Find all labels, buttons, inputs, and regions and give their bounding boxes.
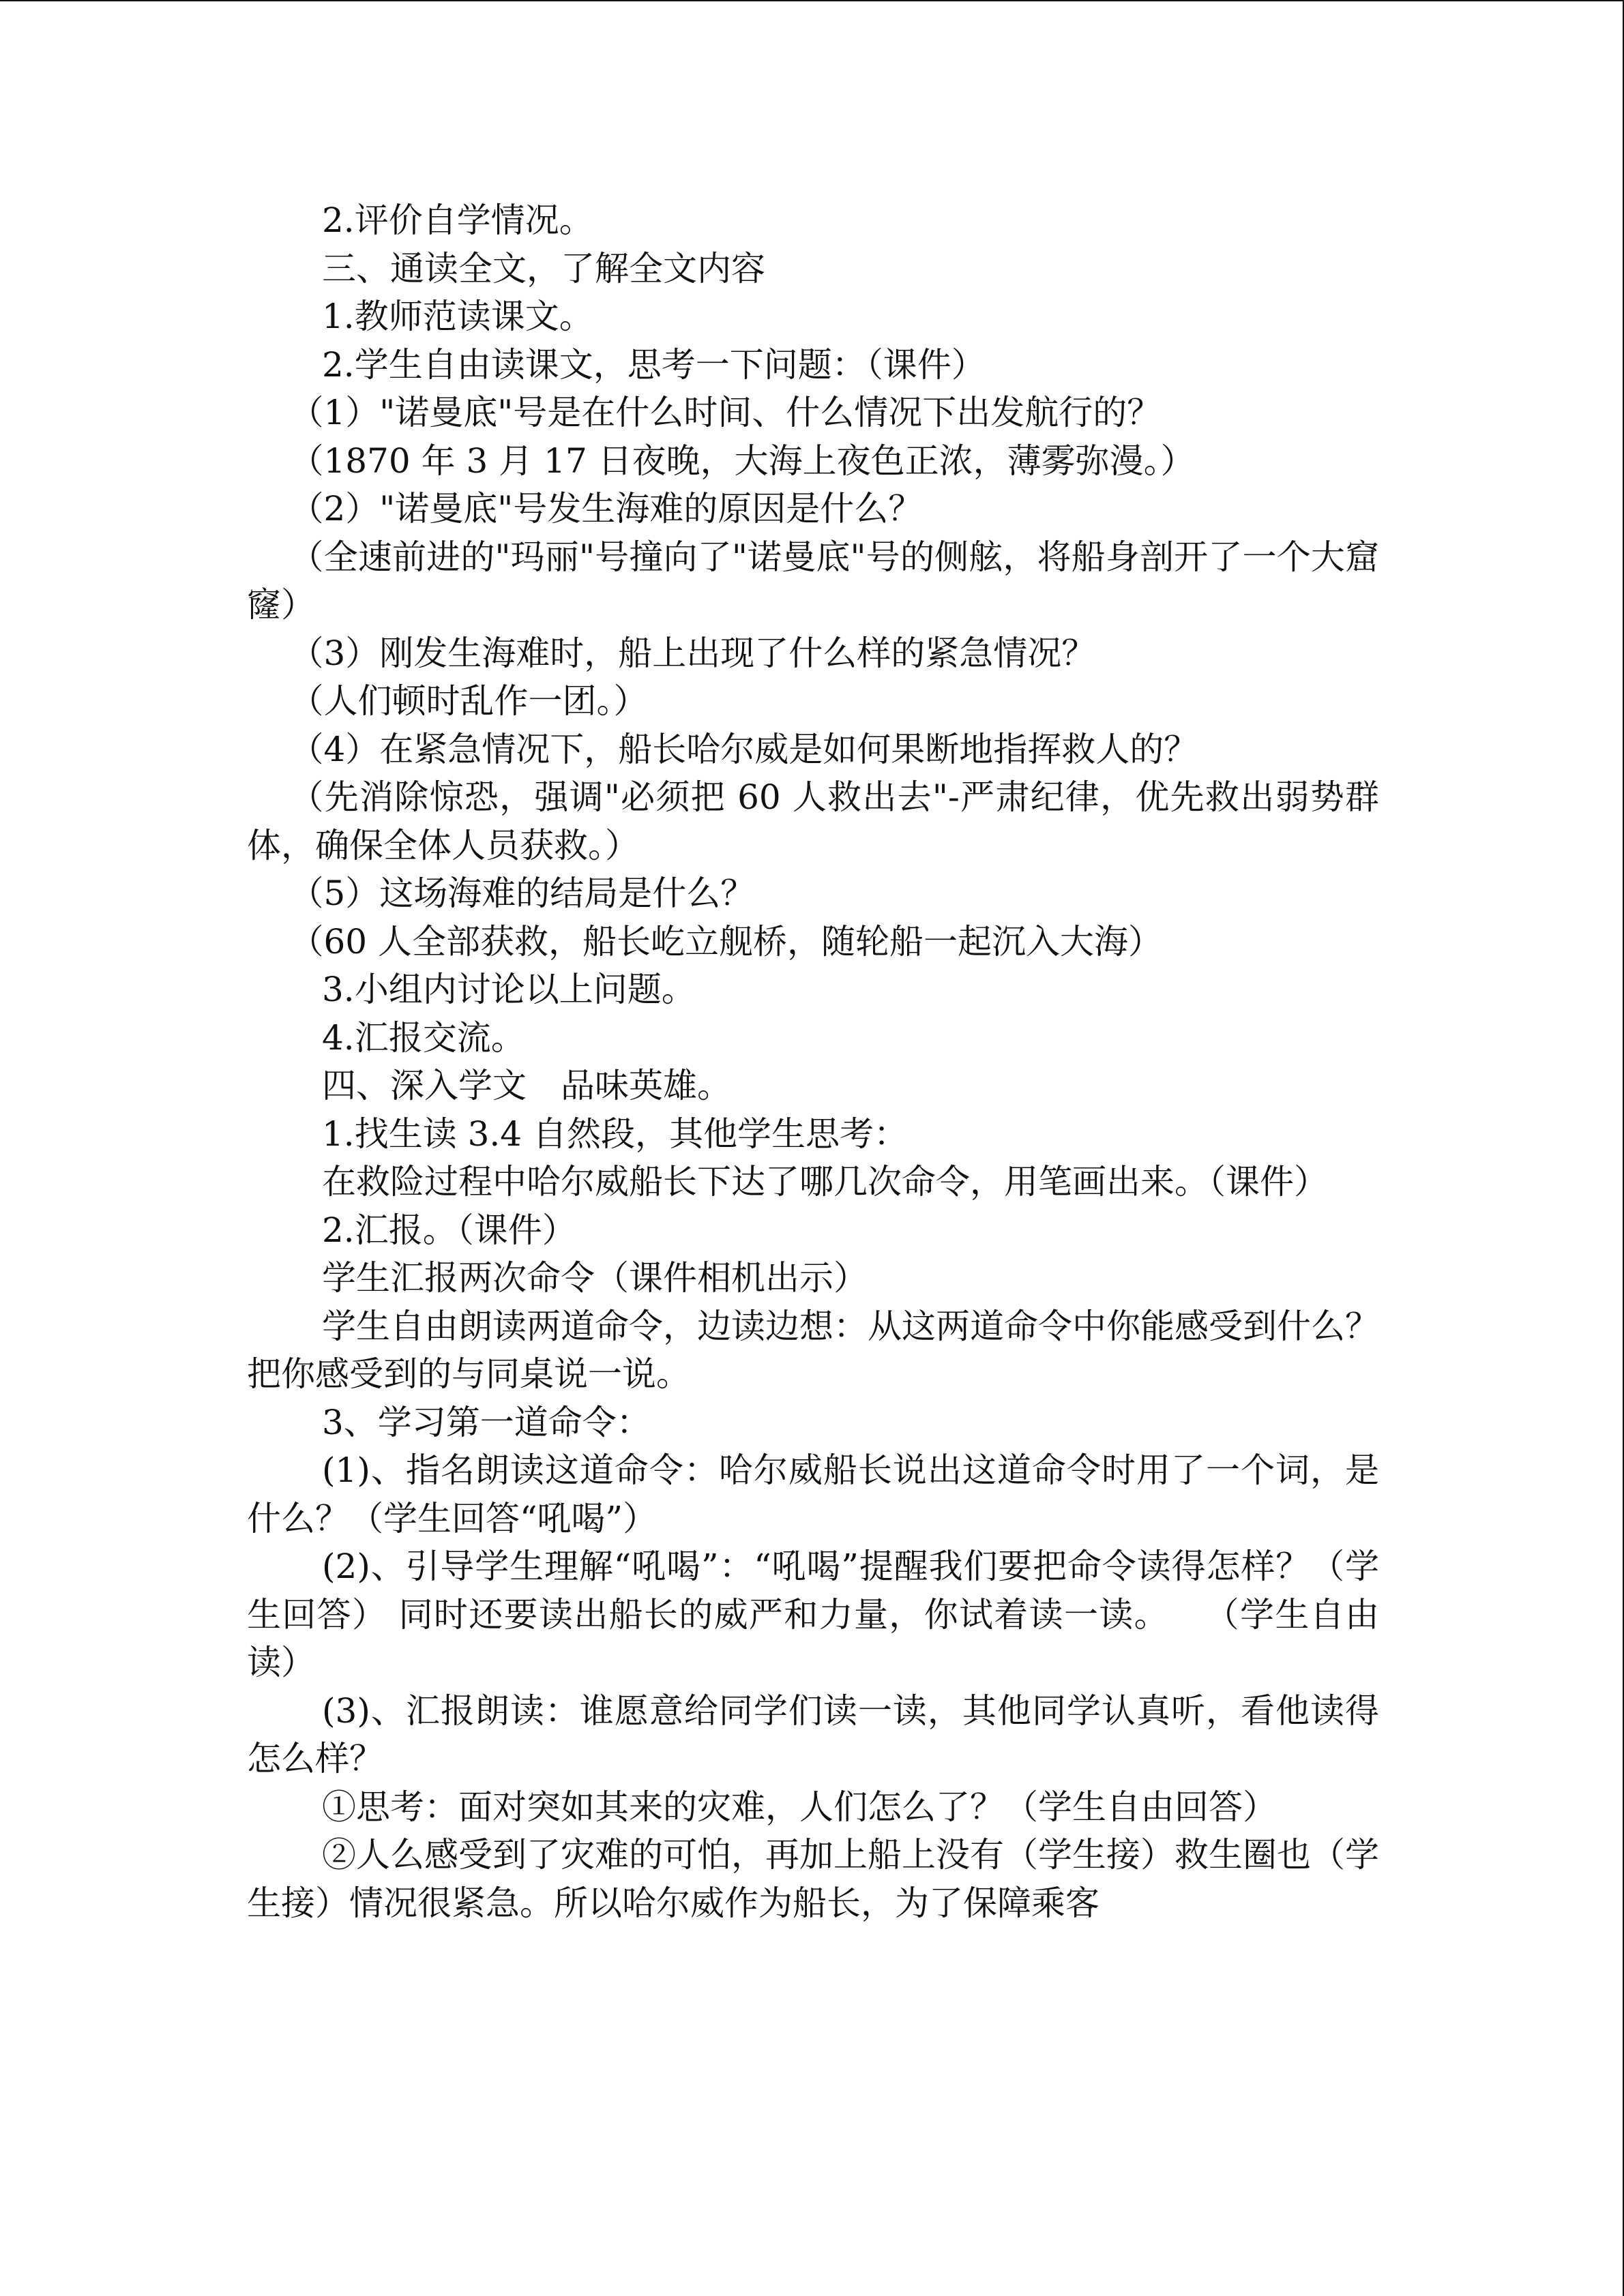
- document-body: [247, 196, 1379, 1927]
- paragraph-step-2: (2)、引导学生理解“吼喝”：“吼喝”提醒我们要把命令读得怎样？（学生回答） 同时还要读出船长的威严和力量，你试着读一读。 （学生自由读）: [247, 1547, 1379, 1682]
- paragraph-think-circle-2: ②人么感受到了灾难的可怕，再加上船上没有（学生接）救生圈也（学生接）情况很紧急。所以哈尔威作为船长，为了保障乘客: [247, 1835, 1379, 1923]
- paragraph-captain-orders: 在救险过程中哈尔威船长下达了哪几次命令，用笔画出来。（课件）: [322, 1162, 1328, 1202]
- paragraph-step-1: (1)、指名朗读这道命令：哈尔威船长说出这道命令时用了一个词，是什么？（学生回答“吼喝”）: [247, 1450, 1379, 1538]
- paragraph-think-circle-1: ①思考：面对突如其来的灾难，人们怎么了？（学生自由回答）: [322, 1787, 1277, 1827]
- paragraph-student-reading: 2.学生自由读课文，思考一下问题：（课件）: [322, 344, 986, 385]
- question-4: （4）在紧急情况下，船长哈尔威是如何果断地指挥救人的？: [289, 729, 1198, 769]
- question-2: （2）"诺曼底"号发生海难的原因是什么？: [289, 489, 923, 528]
- paragraph-first-order-heading: 3、学习第一道命令：: [322, 1402, 651, 1442]
- answer-1: （1870 年 3 月 17 日夜晚，大海上夜色正浓，薄雾弥漫。）: [289, 441, 1195, 481]
- answer-3: （人们顿时乱作一团。）: [289, 681, 648, 721]
- answer-2: （全速前进的"玛丽"号撞向了"诺曼底"号的侧舷，将船身剖开了一个大窟窿）: [247, 537, 1379, 625]
- paragraph-eval-self-study: 2.评价自学情况。: [322, 200, 593, 240]
- question-3: （3）刚发生海难时，船上出现了什么样的紧急情况？: [289, 633, 1096, 673]
- paragraph-two-orders: 学生汇报两次命令（课件相机出示）: [322, 1258, 868, 1298]
- paragraph-group-discussion: 3.小组内讨论以上问题。: [322, 970, 696, 1009]
- question-5: （5）这场海难的结局是什么？: [289, 874, 755, 913]
- paragraph-find-reader: 1.找生读 3.4 自然段，其他学生思考：: [322, 1114, 909, 1154]
- section-heading-deep-study: 四、深入学文 品味英雄。: [322, 1066, 731, 1105]
- paragraph-teacher-reading: 1.教师范读课文。: [322, 297, 593, 336]
- question-1: （1）"诺曼底"号是在什么时间、什么情况下出发航行的？: [289, 393, 1162, 432]
- paragraph-step-3: (3)、汇报朗读：谁愿意给同学们读一读，其他同学认真听，看他读得怎么样？: [247, 1690, 1379, 1778]
- answer-5: （60 人全部获救，船长屹立舰桥，随轮船一起沉入大海）: [289, 921, 1163, 961]
- section-heading-read-full-text: 三、通读全文，了解全文内容: [322, 248, 765, 288]
- answer-4: （先消除惊恐，强调"必须把 60 人救出去"-严肃纪律，优先救出弱势群体，确保全体人员获救。）: [247, 777, 1379, 865]
- paragraph-report-exchange: 4.汇报交流。: [322, 1017, 525, 1058]
- paragraph-free-reading: 学生自由朗读两道命令，边读边想：从这两道命令中你能感受到什么？把你感受到的与同桌说一说。: [247, 1306, 1379, 1394]
- paragraph-report-courseware: 2.汇报。（课件）: [322, 1210, 576, 1250]
